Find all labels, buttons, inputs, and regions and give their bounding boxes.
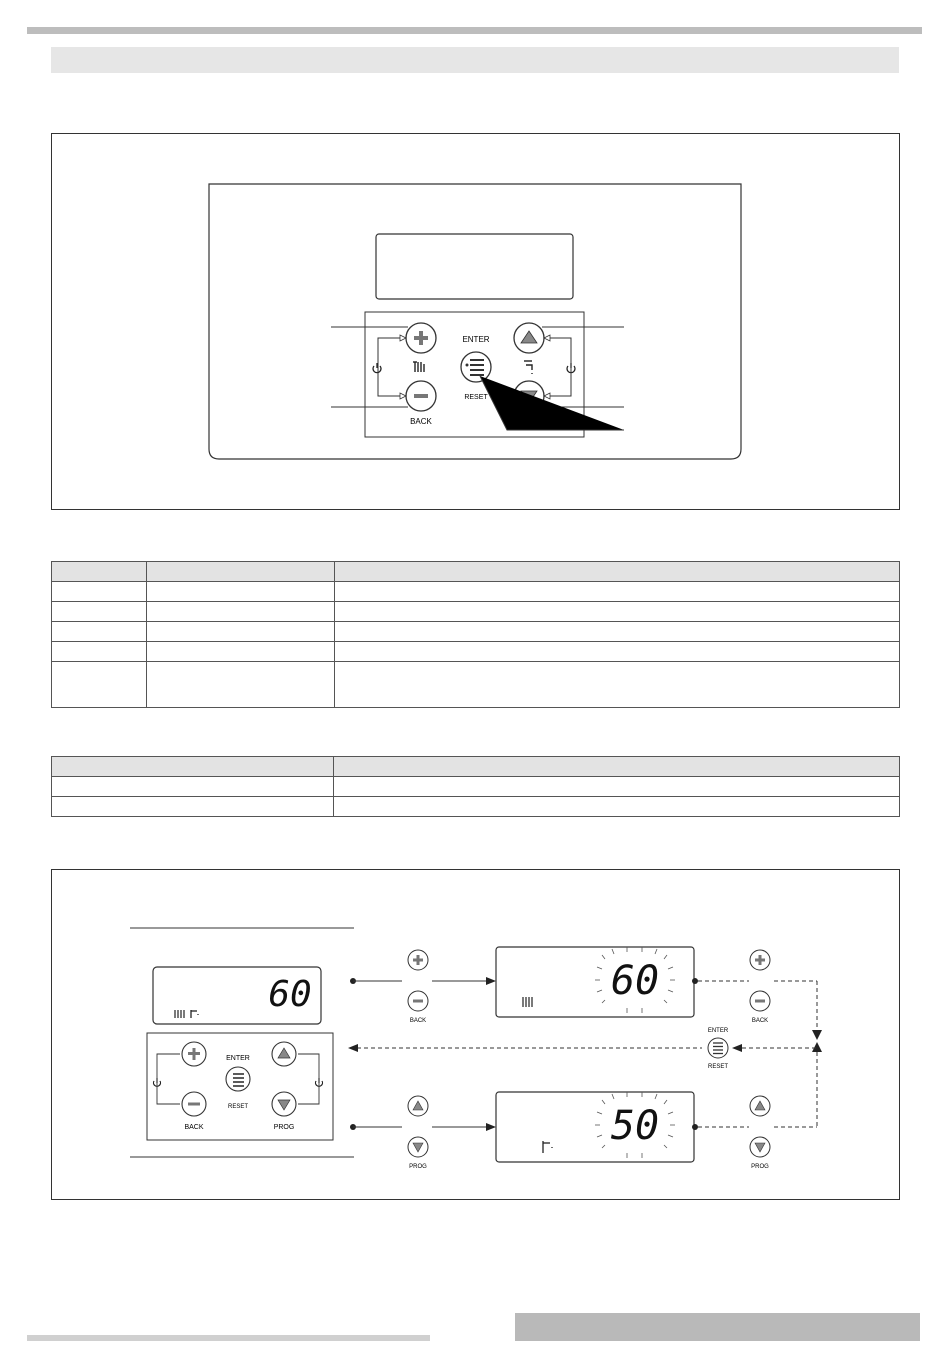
seq-enter-button[interactable] [708, 1038, 728, 1058]
small-down-button[interactable] [272, 1092, 296, 1116]
seq-right-up-button[interactable] [750, 1096, 770, 1116]
small-enter-label: ENTER [226, 1055, 250, 1062]
lcd-heating-value: 60 [610, 958, 660, 1004]
table-1 [51, 561, 900, 708]
seq-right-plus-button[interactable] [750, 950, 770, 970]
seq-right-minus-button[interactable] [750, 991, 770, 1011]
seq-plus-button[interactable] [408, 950, 428, 970]
minus-icon [188, 1103, 200, 1106]
control-panel-drawing [52, 134, 899, 509]
table-header-cell [334, 757, 900, 777]
table-2 [51, 756, 900, 817]
top-rule [27, 27, 922, 34]
table-row [52, 602, 900, 622]
seq-up-button[interactable] [408, 1096, 428, 1116]
small-enter-button[interactable] [226, 1067, 250, 1091]
table-row [52, 582, 900, 602]
seq-enter-label: ENTER [707, 1028, 729, 1034]
tap-icon [524, 361, 532, 374]
lcd-dhw-value: 50 [610, 1103, 660, 1149]
footer-block [515, 1313, 920, 1341]
reset-label: RESET [464, 394, 488, 401]
minus-icon [413, 1000, 423, 1003]
seq-down-button[interactable] [408, 1137, 428, 1157]
dhw-lcd [496, 1092, 694, 1162]
table-row [52, 797, 900, 817]
table-header-cell [52, 562, 147, 582]
section-header-strip [51, 47, 899, 73]
seq-prog-label: PROG [409, 1164, 427, 1170]
small-reset-label: RESET [227, 1104, 249, 1110]
up-button[interactable] [514, 323, 544, 353]
table-header-row [52, 562, 900, 582]
setpoint-sequence-figure [51, 869, 900, 1200]
small-minus-button[interactable] [182, 1092, 206, 1116]
small-up-button[interactable] [272, 1042, 296, 1066]
seq-right-down-button[interactable] [750, 1137, 770, 1157]
lcd-start-value: 60 [268, 974, 312, 1015]
small-prog-label: PROG [273, 1124, 295, 1131]
seq-right-prog-label: PROG [751, 1164, 769, 1170]
seq-minus-button[interactable] [408, 991, 428, 1011]
small-plus-button[interactable] [182, 1042, 206, 1066]
table-row [52, 622, 900, 642]
table-header-cell [335, 562, 900, 582]
plus-button[interactable] [406, 323, 436, 353]
back-label: BACK [410, 417, 432, 426]
small-back-label: BACK [184, 1124, 204, 1131]
table-row [52, 662, 900, 708]
table-header-cell [147, 562, 335, 582]
radiator-icon [175, 1010, 184, 1018]
table-header-row [52, 757, 900, 777]
seq-back-label: BACK [409, 1018, 427, 1024]
table-row [52, 777, 900, 797]
sequence-drawing [52, 870, 899, 1199]
minus-icon [755, 1000, 765, 1003]
minus-icon [414, 394, 428, 398]
seq-reset-label: RESET [707, 1064, 729, 1070]
power-icon [373, 363, 381, 373]
radiator-icon [523, 997, 532, 1007]
radiator-icon [413, 362, 424, 372]
enter-label: ENTER [462, 335, 490, 344]
seq-right-back-label: BACK [751, 1018, 769, 1024]
enter-reset-button[interactable] [461, 352, 491, 382]
table-header-cell [52, 757, 334, 777]
tap-icon [543, 1141, 552, 1153]
bottom-rule [27, 1335, 430, 1341]
control-panel-figure [51, 133, 900, 510]
table-row [52, 642, 900, 662]
tap-icon [191, 1010, 198, 1018]
minus-button[interactable] [406, 381, 436, 411]
